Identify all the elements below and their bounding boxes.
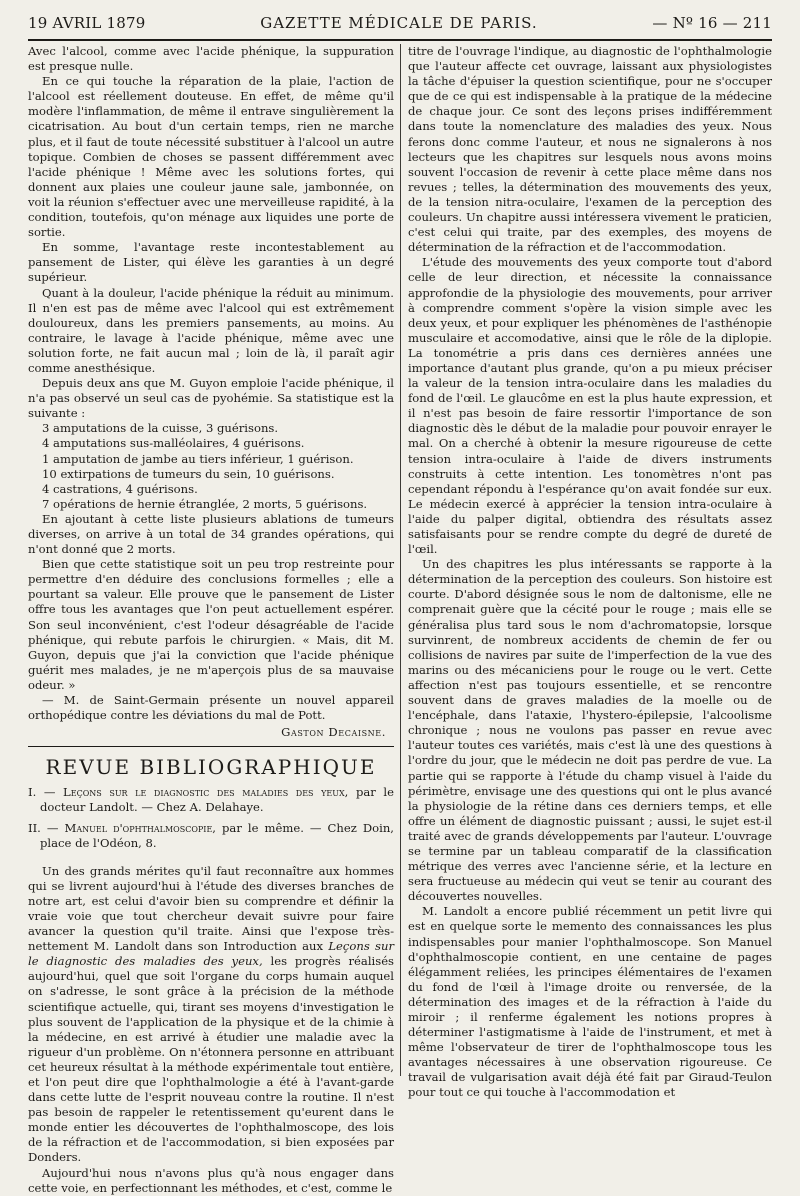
right-column xyxy=(408,44,772,1100)
paragraph: Bien que cette statistique soit un peu trop restreinte pour permettre d'en déduire des conclusions formelles ; elle a pourtant sa valeur. Elle prouve que le pansement de Lister offre tous les avantages que l'on peut actuellement espérer. Son seul inconvénient, c'est l'odeur désagréable de l'acide phénique, qui rebute parfois le chirurgien. « Mais, dit M. Guyon, depuis que j'ai la conviction que l'acide phénique guérit mes malades, je ne m'aperçois plus de sa mauvaise odeur. » xyxy=(28,557,394,692)
entry-title: Manuel d'ophthalmoscopie, xyxy=(64,820,216,835)
paragraph: Aujourd'hui nous n'avons plus qu'à nous engager dans cette voie, en perfectionnant les méthodes, et c'est, comme le xyxy=(28,1165,394,1195)
bibliography-entry xyxy=(28,785,394,815)
list-item: 4 castrations, 4 guérisons. xyxy=(42,481,198,496)
entry-publisher: par le docteur Landolt. — Chez A. Delahaye. xyxy=(40,785,394,815)
list-item: 3 amputations de la cuisse, 3 guérisons. xyxy=(42,421,279,436)
entry-publisher: par le même. — Chez Doin, place de l'Odéon, 8. xyxy=(40,820,394,850)
section-rule xyxy=(28,746,394,747)
column-divider xyxy=(400,44,401,1076)
paragraph: M. Landolt a encore publié récemment un petit livre qui est en quelque sorte le memento des connaissances les plus indispensables pour manier l'ophthalmoscope. Son Manuel d'ophthalmoscopie contient, en une centaine de pages élégamment reliées, les principes élémentaires de l'examen du fond de l'œil à l'image droite ou renversée, de la détermination des images et de la réfraction à l'aide du miroir ; il renferme également les notions propres à déterminer l'astigmatisme à l'aide de l'instrument, et met à même l'observateur de tirer de l'ophthalmoscope tous les avantages nécessaires à une observation rigoureuse. Ce travail de vulgarisation avait déjà été fait par Giraud-Teulon pour tout ce qui touche à l'accommodation et xyxy=(408,904,772,1100)
left-column xyxy=(28,44,395,1195)
paragraph: Avec l'alcool, comme avec l'acide phénique, la suppuration est presque nulle. xyxy=(28,44,394,74)
paragraph: Un des chapitres les plus intéressants se rapporte à la détermination de la perception des couleurs. Son histoire est courte. D'abord désignée sous le nom de daltonisme, elle ne comprenait guère que la cécité pour le rouge ; mais elle se généralisa plus tard sous le nom d'achromatopsie, lorsque survinrent, de nombreux accidents de chemin de fer ou collisions de navires par suite de l'imperfection de la vue des marins ou des mécaniciens pour le rouge ou le vert. Cette affection n'est pas toujours essentielle, et se rencontre souvent dans de graves maladies de la moelle ou de l'encéphale, dans l'ataxie, l'hystero-épilepsie, l'alcoolisme chronique ; nous ne voulons pas passer en revue avec l'auteur toutes ces variétés, mais c'est là une des questions à l'ordre du jour, que le médecin ne doit pas perdre de vue. La partie qui se rapporte à l'étude du champ visuel à l'aide du périmètre, envisage une des questions qui ont le plus avancé la physiologie de la rétine dans ces derniers temps, et elle offre un élément de diagnostic puissant ; aussi, le sujet est-il traité avec de grands développements par l'auteur. L'ouvrage se termine par un tableau comparatif de la classification métrique des verres avec l'ancienne série, et la lecture en sera fructueuse au médecin qui veut se tenir au courant des découvertes nouvelles. xyxy=(408,557,772,904)
entry-number: II. — xyxy=(28,820,65,835)
issue-date: 19 AVRIL 1879 xyxy=(28,14,146,32)
statistics-list xyxy=(42,421,394,512)
list-item: 7 opérations de hernie étranglée, 2 morts, 5 guérisons. xyxy=(42,496,368,511)
list-item: 10 extirpations de tumeurs du sein, 10 guérisons. xyxy=(42,466,335,481)
bibliography-entry xyxy=(28,821,394,851)
paragraph: — M. de Saint-Germain présente un nouvel appareil orthopédique contre les déviations du mal de Pott. xyxy=(28,693,394,723)
entry-title: Leçons sur le diagnostic des maladies des yeux, xyxy=(63,785,349,800)
list-item: 4 amputations sus-malléolaires, 4 guérisons. xyxy=(42,436,305,451)
page-header xyxy=(28,14,772,38)
journal-title: GAZETTE MÉDICALE DE PARIS. xyxy=(260,14,538,32)
paragraph: titre de l'ouvrage l'indique, au diagnostic de l'ophthalmologie que l'auteur affecte cet ouvrage, laissant aux physiologistes la tâche d'épuiser la question scientifique, pour ne s'occuper que de ce qui est indispensable à la pratique de la médecine de chaque jour. Ce sont des leçons prises indifféremment dans toute la nomenclature des maladies des yeux. Nous ferons donc comme l'auteur, et nous ne signalerons à nos lecteurs que les chapitres sur lesquels nous avons moins souvent l'occasion de revenir à cette place même dans nos revues ; telles, la détermination des mouvements des yeux, de la tension nitra-oculaire, l'examen de la perception des couleurs. Un chapitre aussi intéressera vivement le praticien, c'est celui qui traite, par des exemples, des moyens de détermination de la réfraction et de l'accommodation. xyxy=(408,44,772,255)
entry-number: I. — xyxy=(28,785,64,800)
paragraph: Un des grands mérites qu'il faut reconnaître aux hommes qui se livrent aujourd'hui à l'étude des diverses branches de notre art, est celui d'avoir bien su comprendre et définir la vraie voie que tout chercheur devait suivre pour faire avancer la question qu'il traite. Ainsi que l'expose très-nettement M. Landolt dans son Introduction aux Leçons sur le diagnostic des maladies des yeux, les progrès réalisés aujourd'hui, quel que soit l'organe du corps humain auquel on s'adresse, le sont grâce à la précision de la méthode scientifique actuelle, qui, tirant ses moyens d'investigation le plus souvent de l'application de la physique et de la chimie à la médecine, en est arrivé à étudier une maladie avec la rigueur d'un problème. On n'étonnera personne en attribuant cet heureux résultat à la méthode expérimentale tout entière, et l'on peut dire que l'ophthalmologie a été à l'avant-garde dans cette lutte de l'esprit nouveau contre la routine. Il n'est pas besoin de rappeler le retentissement qu'eurent dans le monde entier les découvertes de l'ophthalmoscope, des lois de la réfraction et de l'accommodation, si bien exposées par Donders. xyxy=(28,863,395,1165)
paragraph: Depuis deux ans que M. Guyon emploie l'acide phénique, il n'a pas observé un seul cas de pyohémie. Sa statistique est la suivante : xyxy=(28,376,394,421)
paragraph: L'étude des mouvements des yeux comporte tout d'abord celle de leur direction, et nécessite la connaissance approfondie de la physiologie des mouvements, pour arriver à comprendre comment s'opère la vision simple avec les deux yeux, et pour expliquer les phénomènes de l'asthénopie musculaire et accomodative, ainsi que le rôle de la diplopie. La tonométrie a pris dans ces dernières années une importance d'autant plus grande, qu'on a pu mieux préciser la valeur de la tension intra-oculaire dans les maladies du fond de l'œil. Le glaucôme en est la plus haute expression, et il n'est pas besoin de faire ressortir l'importance de son diagnostic dès le début de la maladie pour pouvoir enrayer le mal. On a cherché à obtenir la mesure rigoureuse de cette tension intra-oculaire à l'aide de divers instruments construits à cette intention. Les tonomètres n'ont pas cependant répondu à l'espérance qu'on avait fondée sur eux. Le médecin exercé à apprécier la tension intra-oculaire à l'aide du palper digital, obtiendra des résultats assez satisfaisants pour se rendre compte du degré de dureté de l'œil. xyxy=(408,255,772,557)
paragraph: Quant à la douleur, l'acide phénique la réduit au minimum. Il n'en est pas de même avec l'alcool qui est extrêmement douloureux, dans les premiers pansements, au moins. Au contraire, le lavage à l'acide phénique, même avec une solution forte, ne fait aucun mal ; loin de là, il paraît agir comme anesthésique. xyxy=(28,285,394,375)
list-item: 1 amputation de jambe au tiers inférieur, 1 guérison. xyxy=(42,451,354,466)
paragraph: En ajoutant à cette liste plusieurs ablations de tumeurs diverses, on arrive à un total de 34 grandes opérations, qui n'ont donné que 2 morts. xyxy=(28,511,394,557)
section-heading: REVUE BIBLIOGRAPHIQUE xyxy=(45,755,377,780)
issue-number-page: — Nº 16 — 211 xyxy=(652,14,772,32)
paragraph: En somme, l'avantage reste incontestablement au pansement de Lister, qui élève les garanties à un degré supérieur. xyxy=(28,240,394,285)
paragraph: En ce qui touche la réparation de la plaie, l'action de l'alcool est réellement douteuse. En effet, de même qu'il modère l'inflammation, de même il entrave singulièrement la cicatrisation. Au bout d'un certain temps, rien ne marche plus, et il faut de toute nécessité substituer à l'alcool un autre topique. Combien de choses se passent différemment avec l'acide phénique ! Même avec les solutions fortes, qui donnent aux plaies une couleur jaune sale, jambonnée, on voit la réunion s'effectuer avec une merveilleuse rapidité, à la condition, toutefois, qu'on ménage aux liquides une porte de sortie. xyxy=(28,74,394,240)
book-title: Leçons sur le diagnostic des maladies des yeux, xyxy=(28,939,394,969)
author-signature: Gaston Decaisne. xyxy=(281,725,386,740)
header-rule xyxy=(28,39,772,41)
